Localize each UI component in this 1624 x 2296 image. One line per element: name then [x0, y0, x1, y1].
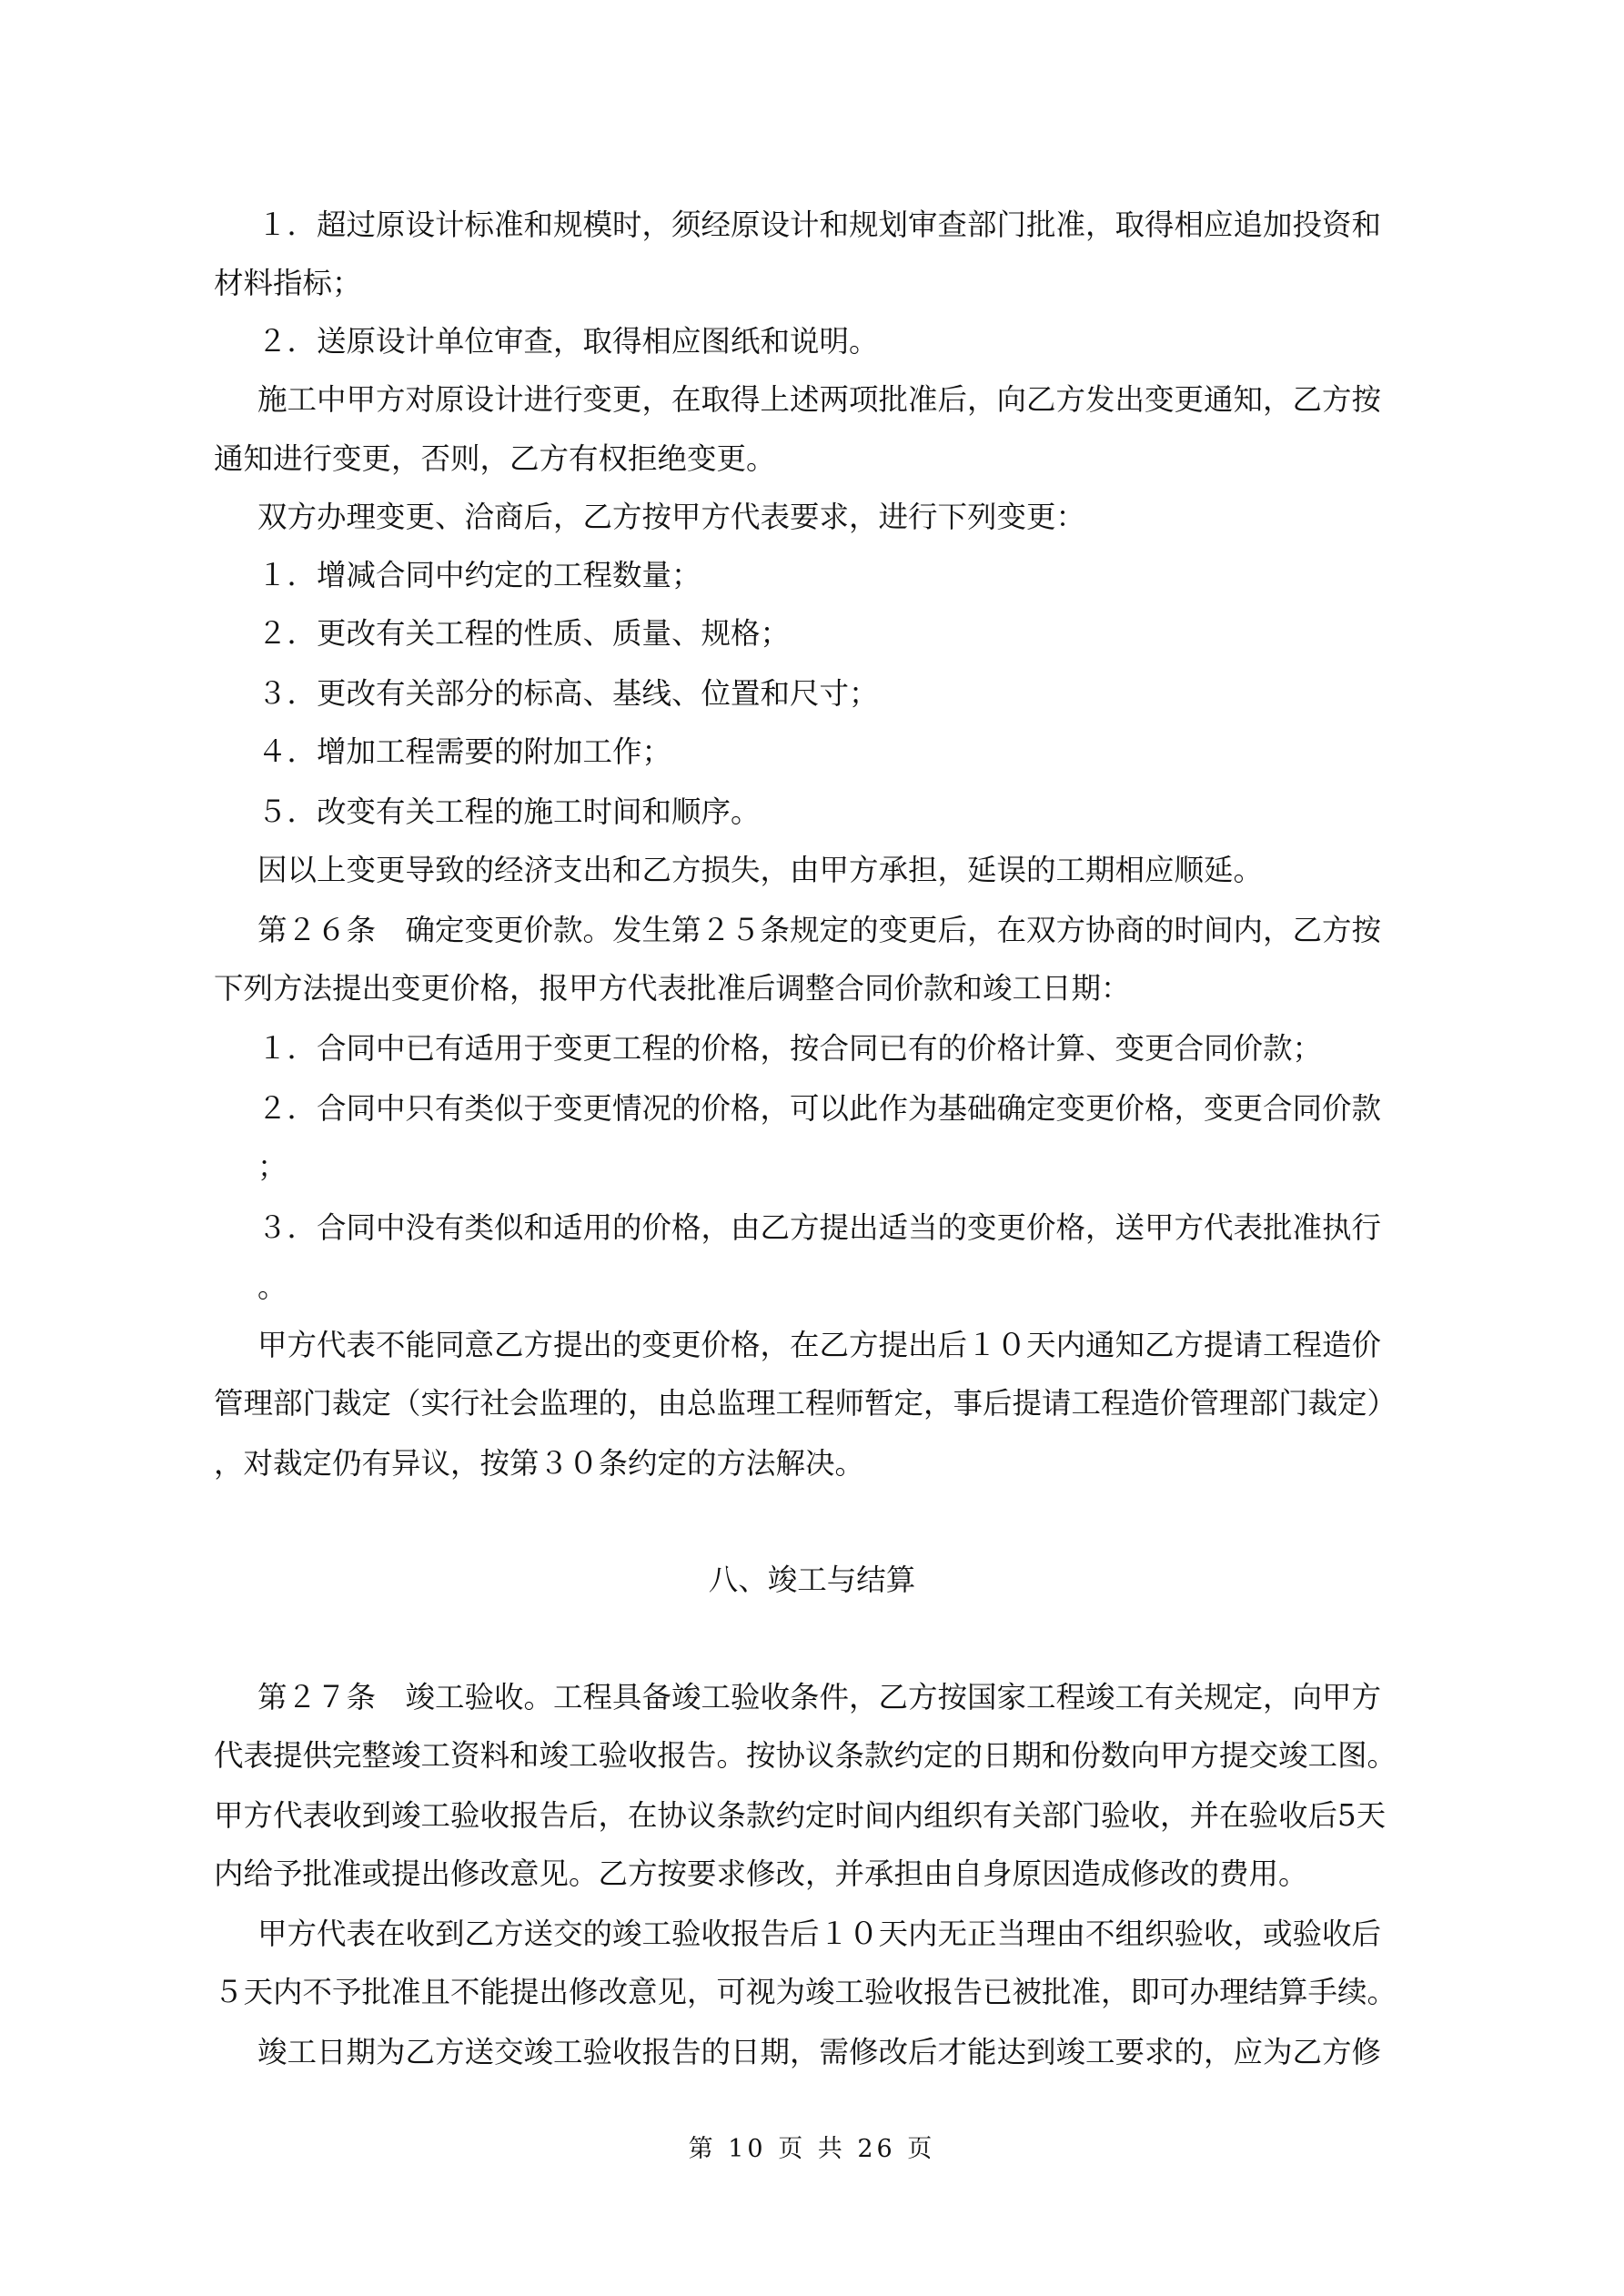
paragraph-line: 内给予批准或提出修改意见。乙方按要求修改，并承担由自身原因造成修改的费用。	[214, 1856, 1308, 1891]
paragraph-line: 。	[257, 1269, 287, 1304]
paragraph-line: 甲方代表不能同意乙方提出的变更价格，在乙方提出后１０天内通知乙方提请工程造价	[257, 1328, 1382, 1362]
paragraph-line: 双方办理变更、洽商后，乙方按甲方代表要求，进行下列变更：	[257, 500, 1086, 534]
paragraph-line: ，对裁定仍有异议，按第３０条约定的方法解决。	[214, 1446, 865, 1481]
list-item: ３．合同中没有类似和适用的价格，由乙方提出适当的变更价格，送甲方代表批准执行	[257, 1210, 1382, 1245]
list-item: ３．更改有关部分的标高、基线、位置和尺寸；	[257, 676, 879, 711]
paragraph-line: 甲方代表在收到乙方送交的竣工验收报告后１０天内无正当理由不组织验收，或验收后	[257, 1917, 1382, 1951]
paragraph-line: ２．送原设计单位审查，取得相应图纸和说明。	[257, 324, 879, 359]
page-footer: 第 10 页 共 26 页	[688, 2135, 936, 2163]
list-item: ２．更改有关工程的性质、质量、规格；	[257, 616, 791, 651]
paragraph-line: １．超过原设计标准和规模时，须经原设计和规划审查部门批准，取得相应追加投资和	[257, 207, 1382, 242]
article-27-line: 第２７条 竣工验收。工程具备竣工验收条件，乙方按国家工程竣工有关规定，向甲方	[257, 1680, 1382, 1714]
paragraph-line: ；	[257, 1149, 287, 1184]
list-item: ５．改变有关工程的施工时间和顺序。	[257, 794, 761, 829]
paragraph-line: 材料指标；	[214, 266, 362, 300]
paragraph-line: 下列方法提出变更价格，报甲方代表批准后调整合同价款和竣工日期：	[214, 971, 1131, 1006]
list-item: １．合同中已有适用于变更工程的价格，按合同已有的价格计算、变更合同价款；	[257, 1031, 1323, 1066]
list-item: ４．增加工程需要的附加工作；	[257, 734, 672, 769]
paragraph-line: 甲方代表收到竣工验收报告后，在协议条款约定时间内组织有关部门验收，并在验收后5天	[214, 1798, 1387, 1833]
paragraph-line: 管理部门裁定（实行社会监理的，由总监理工程师暂定，事后提请工程造价管理部门裁定）	[214, 1386, 1397, 1421]
section-heading: 八、竣工与结算	[708, 1563, 916, 1597]
article-26-line: 第２６条 确定变更价款。发生第２５条规定的变更后，在双方协商的时间内，乙方按	[257, 913, 1382, 947]
paragraph-line: 代表提供完整竣工资料和竣工验收报告。按协议条款约定的日期和份数向甲方提交竣工图。	[214, 1738, 1397, 1773]
paragraph-line: 因以上变更导致的经济支出和乙方损失，由甲方承担，延误的工期相应顺延。	[257, 853, 1264, 887]
paragraph-line: ５天内不予批准且不能提出修改意见，可视为竣工验收报告已被批准，即可办理结算手续。	[214, 1975, 1397, 2009]
list-item: ２．合同中只有类似于变更情况的价格，可以此作为基础确定变更价格，变更合同价款	[257, 1091, 1382, 1126]
paragraph-line: 通知进行变更，否则，乙方有权拒绝变更。	[214, 441, 776, 476]
paragraph-line: 竣工日期为乙方送交竣工验收报告的日期，需修改后才能达到竣工要求的，应为乙方修	[257, 2035, 1382, 2069]
list-item: １．增减合同中约定的工程数量；	[257, 558, 701, 592]
paragraph-line: 施工中甲方对原设计进行变更，在取得上述两项批准后，向乙方发出变更通知，乙方按	[257, 382, 1382, 417]
